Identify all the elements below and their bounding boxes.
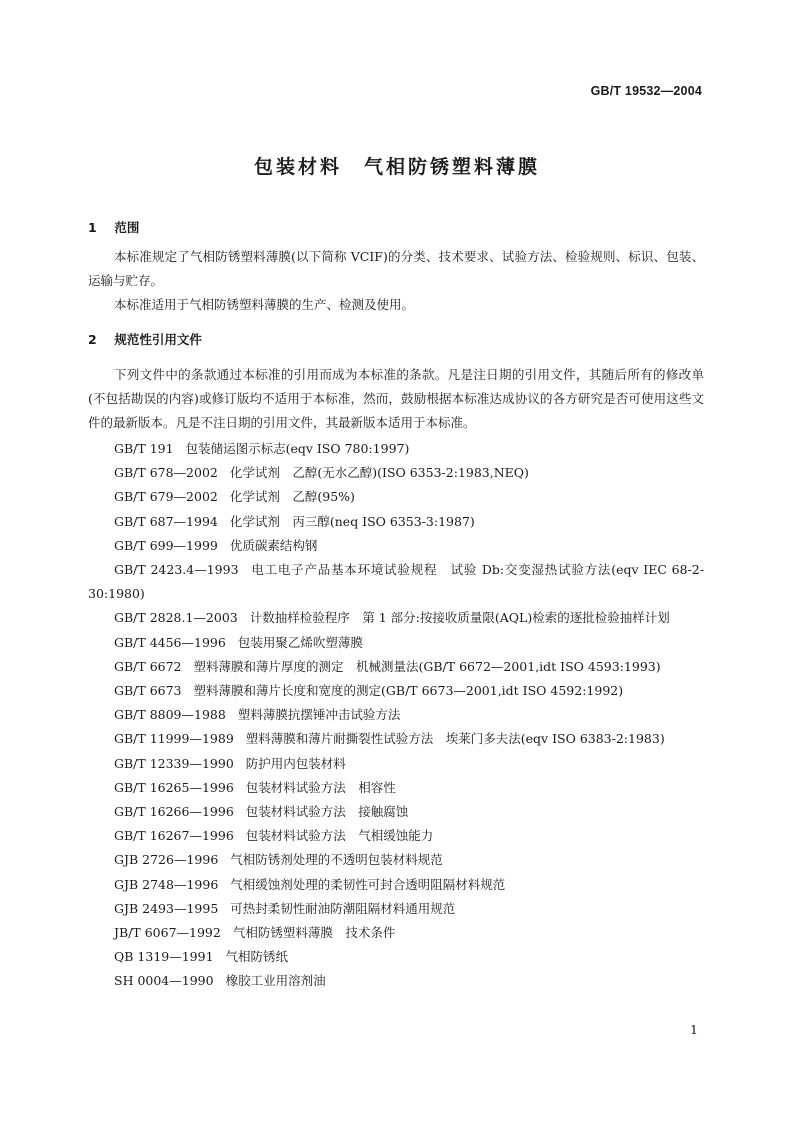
reference-item	[88, 848, 704, 872]
applicability-paragraph: 本标准适用于气相防锈塑料薄膜的生产、检测及使用。	[114, 297, 415, 312]
reference-title: 化学试剂 丙三醇(neq ISO 6353-3:1987)	[229, 513, 475, 529]
reference-item	[88, 921, 704, 945]
scope-paragraph: 本标准规定了气相防锈塑料薄膜(以下简称 VCIF)的分类、技术要求、试验方法、检验规则、标识、包装、运输与贮存。	[88, 249, 704, 288]
reference-item	[88, 655, 704, 679]
reference-title: 电工电子产品基本环境试验规程 试验 Db:交变湿热试验方法(eqv IEC 68-2-30:1980)	[88, 562, 704, 602]
section-number: 2	[88, 332, 97, 347]
reference-title: 优质碳素结构钢	[229, 537, 318, 553]
reference-code: GB/T 8809—1988	[114, 707, 226, 723]
reference-item	[88, 679, 704, 703]
reference-title: 化学试剂 乙醇(无水乙醇)(ISO 6353-2:1983,NEQ)	[229, 465, 529, 481]
reference-code: GJB 2726—1996	[114, 852, 219, 868]
reference-title: 包装材料试验方法 相容性	[245, 779, 396, 795]
reference-code: GB/T 191	[114, 441, 174, 456]
reference-code: GB/T 11999—1989	[114, 731, 234, 747]
reference-item	[88, 824, 704, 848]
reference-item	[88, 437, 704, 461]
section-number: 1	[88, 220, 97, 235]
reference-item	[88, 897, 704, 921]
reference-code: GJB 2748—1996	[114, 876, 219, 892]
reference-item	[88, 727, 704, 751]
reference-list	[88, 437, 704, 994]
reference-item	[88, 606, 704, 630]
reference-code: GJB 2493—1995	[114, 900, 219, 916]
reference-item	[88, 752, 704, 776]
reference-code: GB/T 6673	[114, 683, 182, 699]
reference-code: GB/T 687—1994	[114, 513, 218, 529]
reference-title: 防护用内包装材料	[245, 755, 346, 771]
reference-title: 可热封柔韧性耐油防潮阻隔材料通用规范	[230, 900, 456, 916]
reference-title: 气相缓蚀剂处理的柔韧性可封合透明阻隔材料规范	[230, 876, 506, 892]
section-title: 范围	[114, 220, 140, 235]
reference-title: 气相防锈纸	[225, 949, 289, 965]
reference-code: GB/T 6672	[114, 658, 182, 674]
reference-code: SH 0004—1990	[114, 973, 214, 989]
reference-code: QB 1319—1991	[114, 949, 214, 965]
reference-code: GB/T 2423.4—1993	[114, 562, 239, 578]
reference-title: 包装材料试验方法 气相缓蚀能力	[245, 828, 434, 844]
reference-item	[88, 534, 704, 558]
reference-title: 橡胶工业用溶剂油	[225, 973, 326, 989]
reference-code: GB/T 12339—1990	[114, 755, 234, 771]
reference-code: JB/T 6067—1992	[114, 925, 221, 941]
reference-code: GB/T 678—2002	[114, 465, 218, 481]
section-2-heading	[88, 330, 202, 348]
reference-item	[88, 945, 704, 969]
reference-code: GB/T 16266—1996	[114, 804, 234, 820]
reference-item	[88, 969, 704, 993]
reference-title: 包装储运图示标志(eqv ISO 780:1997)	[185, 441, 410, 456]
reference-code: GB/T 4456—1996	[114, 634, 226, 650]
reference-code: GB/T 679—2002	[114, 489, 218, 505]
reference-title: 气相防锈塑料薄膜 技术条件	[232, 925, 396, 941]
section-title: 规范性引用文件	[114, 332, 202, 347]
page-number: 1	[690, 1022, 698, 1037]
reference-title: 塑料薄膜和薄片长度和宽度的测定(GB/T 6673—2001,idt ISO 4592:1992)	[193, 683, 624, 699]
standard-code: GB/T 19532—2004	[590, 84, 702, 98]
reference-item	[88, 461, 704, 485]
reference-code: GB/T 2828.1—2003	[114, 610, 238, 626]
reference-code: GB/T 16267—1996	[114, 828, 234, 844]
reference-code: GB/T 16265—1996	[114, 779, 234, 795]
reference-title: 包装材料试验方法 接触腐蚀	[245, 804, 409, 820]
reference-title: 计数抽样检验程序 第 1 部分:按接收质量限(AQL)检索的逐批检验抽样计划	[249, 610, 670, 626]
reference-item	[88, 776, 704, 800]
reference-code: GB/T 699—1999	[114, 537, 218, 553]
reference-title: 化学试剂 乙醇(95%)	[229, 489, 355, 505]
reference-item	[88, 510, 704, 534]
reference-title: 气相防锈剂处理的不透明包装材料规范	[230, 852, 443, 868]
reference-item	[88, 558, 704, 606]
references-intro-paragraph: 下列文件中的条款通过本标准的引用而成为本标准的条款。凡是注日期的引用文件，其随后所有的修改单(不包括勘误的内容)或修订版均不适用于本标准，然而，鼓励根据本标准达成协议的各方研究是否可使用这些文件的最新版本。凡是不注日期的引用文件，其最新版本适用于本标准。	[88, 367, 704, 430]
reference-item	[88, 800, 704, 824]
reference-item	[88, 631, 704, 655]
reference-title: 塑料薄膜和薄片耐撕裂性试验方法 埃莱门多夫法(eqv ISO 6383-2:1983)	[245, 731, 665, 747]
reference-item	[88, 873, 704, 897]
reference-title: 塑料薄膜抗摆锤冲击试验方法	[237, 707, 401, 723]
reference-title: 包装用聚乙烯吹塑薄膜	[237, 634, 363, 650]
reference-item	[88, 485, 704, 509]
reference-item	[88, 703, 704, 727]
document-title: 包装材料 气相防锈塑料薄膜	[253, 156, 540, 178]
reference-title: 塑料薄膜和薄片厚度的测定 机械测量法(GB/T 6672—2001,idt ISO 4593:1993)	[193, 658, 661, 674]
section-1-heading	[88, 218, 139, 236]
